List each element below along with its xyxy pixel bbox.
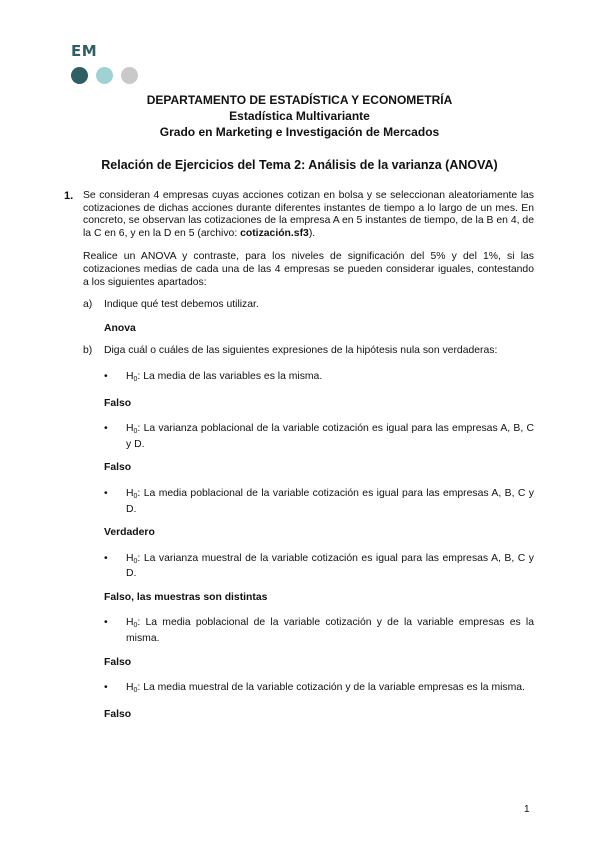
hypothesis-text [126, 488, 534, 516]
hypothesis-answer: Falso, las muestras son distintas [104, 591, 268, 603]
hypothesis-item [64, 617, 534, 669]
hypothesis-body: : La media de las variables es la misma. [137, 370, 323, 382]
h-subscript: 0 [133, 687, 138, 695]
hypothesis-text [126, 682, 534, 698]
h-subscript: 0 [133, 622, 138, 630]
exercise-set-title: Relación de Ejercicios del Tema 2: Análisis de la varianza (ANOVA) [101, 158, 498, 172]
h-subscript: 0 [133, 375, 138, 383]
logo-dot-light [96, 67, 113, 84]
hypothesis-answer: Falso [104, 708, 132, 720]
hypothesis-body: : La media muestral de la variable cotización y de la variable empresas es la misma. [137, 682, 525, 694]
item-b-text: Diga cuál o cuáles de las siguientes expresiones de la hipótesis nula son verdaderas: [104, 345, 498, 357]
logo-dot-dark [71, 67, 88, 84]
hypothesis-statement [104, 682, 534, 698]
hypothesis-text [126, 553, 534, 581]
item-a-label: a) [83, 299, 93, 311]
file-name: cotización.sf3 [240, 227, 309, 239]
bullet-icon: • [104, 552, 108, 564]
h-symbol: H [126, 617, 134, 629]
h-symbol: H [126, 682, 134, 694]
bullet-icon: • [104, 617, 108, 629]
bullet-icon: • [104, 682, 108, 694]
hypothesis-list [64, 371, 534, 722]
hypothesis-body: : La varianza muestral de la variable cotización es igual para las empresas A, B, C y D. [126, 552, 534, 580]
item-a-answer: Anova [104, 322, 136, 334]
intro-text: Se consideran 4 empresas cuyas acciones cotizan en bolsa y se seleccionan aleatoriamente las cotizaciones de dichas acciones durante diferentes instantes de tiempo a lo largo de un mes. En concreto, se observan las cotizaciones de la empresa A en 5 instantes de tiempo, de la B en 4, de la C en 6, y en la D en 5 (archivo: [83, 190, 534, 239]
h-symbol: H [126, 370, 134, 382]
logo-dots [71, 67, 138, 84]
logo-text: EM [71, 42, 98, 60]
hypothesis-text [126, 371, 534, 387]
exercise-number: 1. [64, 190, 74, 202]
h-symbol: H [126, 423, 134, 435]
h-subscript: 0 [133, 428, 138, 436]
hypothesis-item [64, 488, 534, 540]
item-b [83, 345, 534, 358]
hypothesis-statement [104, 553, 534, 581]
logo-dot-grey [121, 67, 138, 84]
hypothesis-body: : La media poblacional de la variable cotización es igual para las empresas A, B, C y D. [126, 487, 534, 515]
hypothesis-statement [104, 371, 534, 387]
hypothesis-item [64, 682, 534, 721]
hypothesis-answer: Falso [104, 397, 132, 409]
hypothesis-item [64, 371, 534, 410]
hypothesis-answer: Verdadero [104, 527, 155, 539]
hypothesis-item [64, 553, 534, 605]
hypothesis-body: : La varianza poblacional de la variable cotización es igual para las empresas A, B, C y D. [126, 423, 534, 450]
page-number: 1 [524, 804, 530, 815]
item-a-text: Indique qué test debemos utilizar. [104, 299, 259, 311]
exercise-intro [83, 190, 534, 240]
h-symbol: H [126, 487, 134, 499]
exercise-1 [64, 190, 534, 721]
hypothesis-item [64, 423, 534, 475]
hypothesis-statement [104, 488, 534, 516]
document-header [0, 92, 599, 140]
hypothesis-statement [104, 617, 534, 645]
intro-end: ). [308, 227, 316, 239]
course-title: Estadística Multivariante [229, 109, 370, 123]
bullet-icon: • [104, 487, 108, 499]
h-subscript: 0 [133, 492, 138, 500]
bullet-icon: • [104, 423, 108, 435]
hypothesis-statement [104, 423, 534, 451]
hypothesis-answer: Falso [104, 462, 132, 474]
hypothesis-text [126, 423, 534, 451]
item-b-label: b) [83, 345, 93, 357]
hypothesis-text [126, 617, 534, 645]
exercise-instructions: Realice un ANOVA y contraste, para los niveles de significación del 5% y del 1%, si las cotizaciones medias de cada una de las 4 empresas se pueden considerar iguales, contestando a los siguientes apartados: [83, 251, 534, 288]
department-title: DEPARTAMENTO DE ESTADÍSTICA Y ECONOMETRÍA [146, 93, 453, 107]
hypothesis-body: : La media poblacional de la variable cotización y de la variable empresas es la misma. [126, 617, 534, 645]
bullet-icon: • [104, 370, 108, 382]
degree-title: Grado en Marketing e Investigación de Mercados [159, 125, 440, 139]
h-subscript: 0 [133, 557, 138, 565]
logo [71, 42, 138, 84]
h-symbol: H [126, 552, 134, 564]
hypothesis-answer: Falso [104, 656, 132, 668]
item-a [83, 299, 534, 312]
